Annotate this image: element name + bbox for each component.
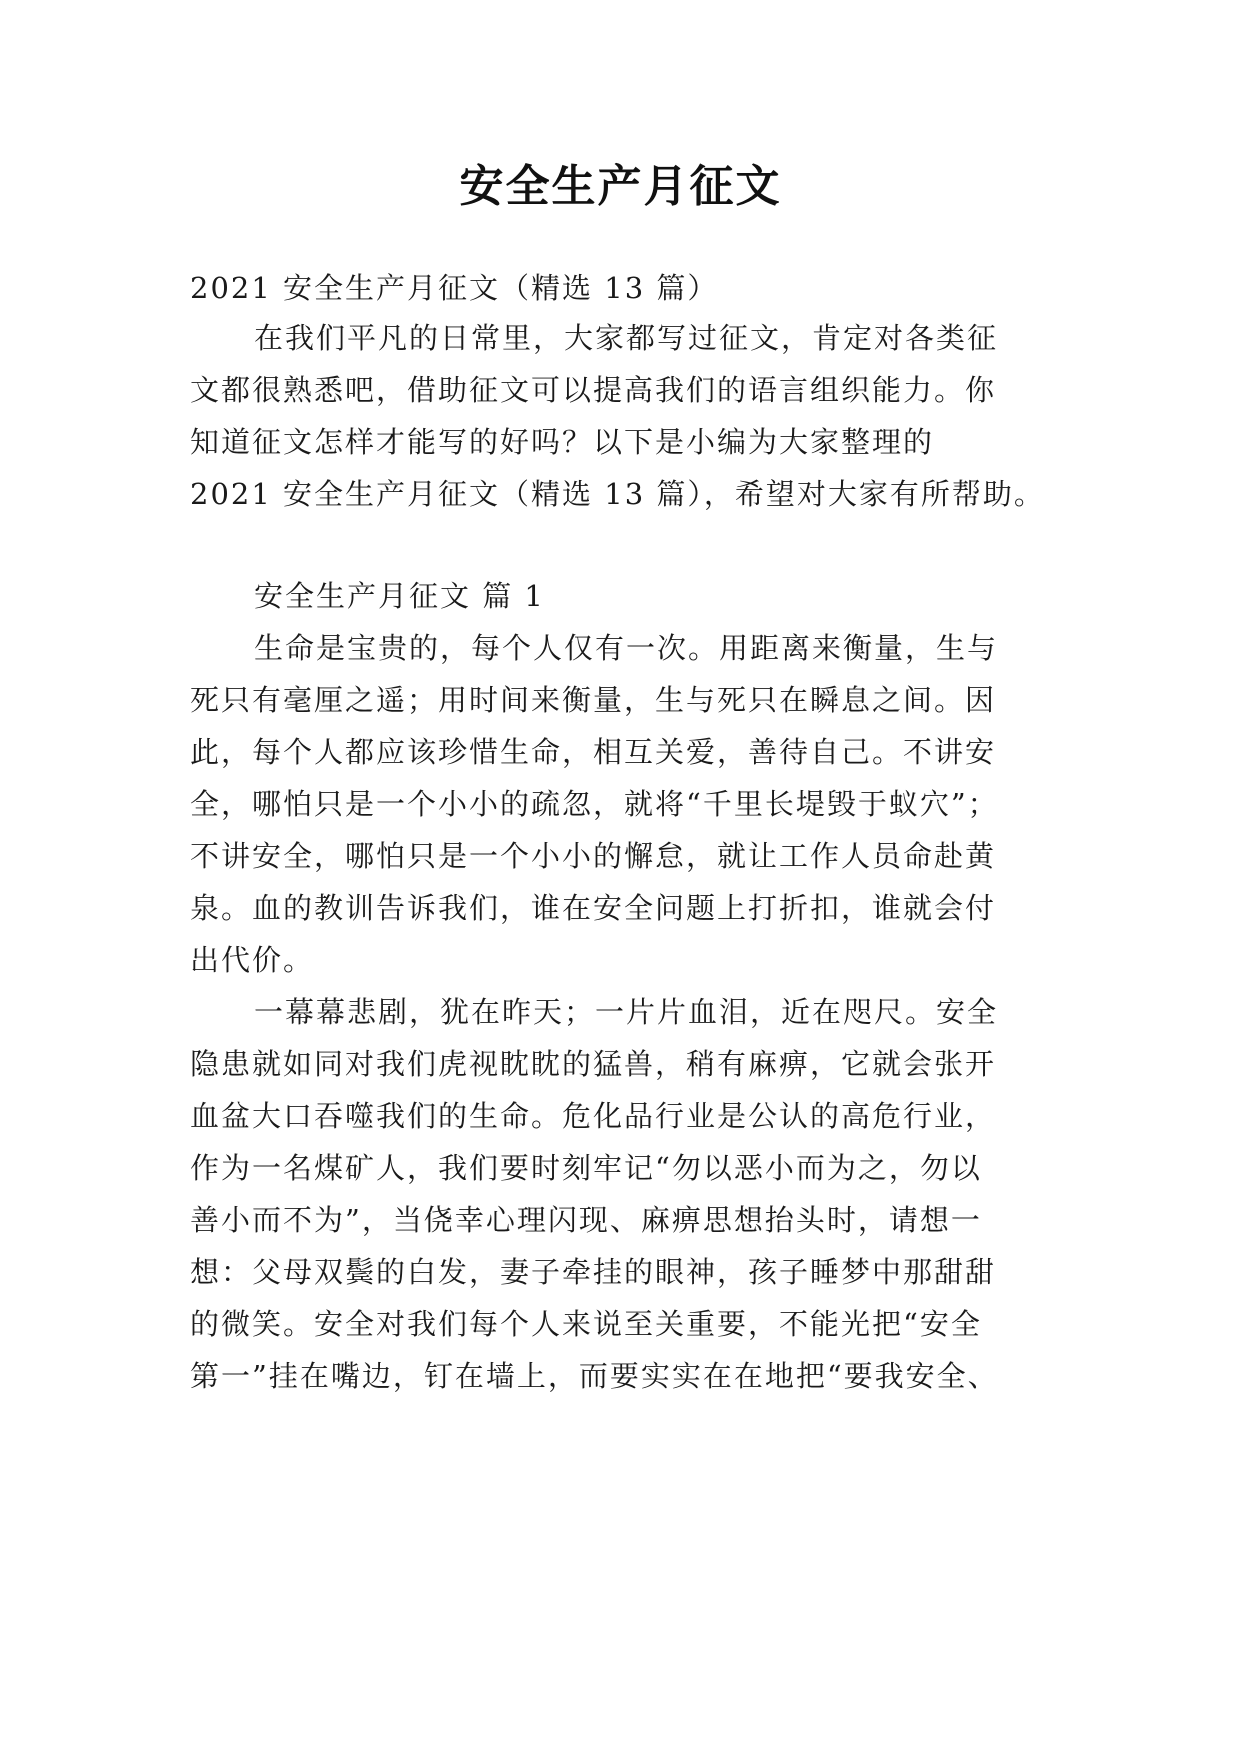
- paragraph-line: 全，哪怕只是一个小小的疏忽，就将“千里长堤毁于蚁穴”；: [190, 787, 999, 821]
- document-subtitle: 2021 安全生产月征文（精选 13 篇）: [190, 271, 719, 305]
- intro-line: 知道征文怎样才能写的好吗？以下是小编为大家整理的: [190, 425, 935, 459]
- section-heading: 安全生产月征文 篇 1: [254, 579, 545, 613]
- paragraph-line: 第一”挂在嘴边，钉在墙上，而要实实在在地把“要我安全、: [190, 1359, 999, 1393]
- paragraph-line: 善小而不为”，当侥幸心理闪现、麻痹思想抬头时，请想一: [190, 1203, 982, 1237]
- paragraph-line: 血盆大口吞噬我们的生命。危化品行业是公认的高危行业，: [190, 1099, 997, 1133]
- paragraph-line: 死只有毫厘之遥；用时间来衡量，生与死只在瞬息之间。因: [190, 683, 997, 717]
- paragraph-line: 此，每个人都应该珍惜生命，相互关爱，善待自己。不讲安: [190, 735, 997, 769]
- paragraph-line: 出代价。: [190, 943, 315, 977]
- intro-line: 在我们平凡的日常里，大家都写过征文，肯定对各类征: [254, 321, 999, 355]
- paragraph-line: 一幕幕悲剧，犹在昨天；一片片血泪，近在咫尺。安全: [254, 995, 999, 1029]
- paragraph-line: 不讲安全，哪怕只是一个小小的懈怠，就让工作人员命赴黄: [190, 839, 997, 873]
- paragraph-line: 想：父母双鬓的白发，妻子牵挂的眼神，孩子睡梦中那甜甜: [190, 1255, 997, 1289]
- document-title: 安全生产月征文: [459, 161, 782, 212]
- paragraph-line: 的微笑。安全对我们每个人来说至关重要，不能光把“安全: [190, 1307, 982, 1341]
- intro-line: 文都很熟悉吧，借助征文可以提高我们的语言组织能力。你: [190, 373, 997, 407]
- paragraph-line: 泉。血的教训告诉我们，谁在安全问题上打折扣，谁就会付: [190, 891, 997, 925]
- paragraph-line: 隐患就如同对我们虎视眈眈的猛兽，稍有麻痹，它就会张开: [190, 1047, 997, 1081]
- intro-line: 2021 安全生产月征文（精选 13 篇），希望对大家有所帮助。: [190, 477, 1045, 511]
- paragraph-line: 作为一名煤矿人，我们要时刻牢记“勿以恶小而为之，勿以: [190, 1151, 982, 1185]
- paragraph-line: 生命是宝贵的，每个人仅有一次。用距离来衡量，生与: [254, 631, 999, 665]
